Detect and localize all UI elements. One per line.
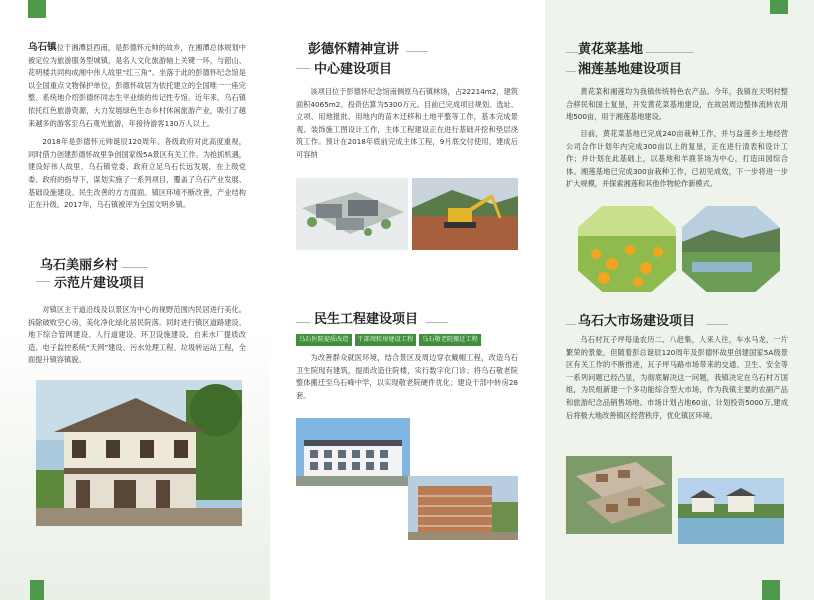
middle-heading-line1: 彭德怀精神宣讲 — [308, 42, 400, 57]
middle-paragraph-1: 该项目位于彭德怀纪念馆南侧原乌石镇林场，占22214m2，建筑面积4065m2。投资估算为5300万元。目前已完成项目规划、选址、立项、用地报批、用地内的苗木迁移和土地平整等工作，基本完成景观、装饰施工图设计工作，主体工程建设正在进行基础开挖和垫层浇筑工作。预计在2018年底前完成主体工程，9月底交付使用，建成后可容纳 — [296, 87, 518, 159]
left-column — [28, 42, 246, 212]
construction-excavator-photo — [412, 178, 518, 250]
lakeside-village-rendering — [678, 478, 784, 544]
model-rendering-photo — [296, 178, 408, 250]
lotus-field-photo — [682, 206, 780, 292]
left-paragraph-3: 对镇区主干道沿线及以景区为中心的视野范围内民居进行美化。拆除破败空心房，美化净化绿化居民院落。同时进行镇区道路建设、地下综合管网建设、人行道建设、环卫设施建设、自来水厂提质改造、电子监控系统“天网”建设、污水处理工程、垃圾转运站工程，全面提升镇容镇貌。 — [28, 305, 246, 365]
hospital-building-photo — [296, 418, 410, 486]
old-house-photo — [36, 380, 242, 526]
tag-nursing-home: 乌石敬老院搬迁工程 — [419, 334, 481, 346]
right-heading-2-rule-1 — [566, 324, 576, 325]
left-heading-rule-1 — [122, 267, 148, 268]
right-heading-line2: 湘莲基地建设项目 — [578, 62, 683, 77]
project-tags — [296, 334, 481, 346]
right-heading-rule-2 — [646, 52, 694, 53]
daylily-field-photo — [578, 206, 676, 292]
right-heading-2-rule-2 — [706, 324, 728, 325]
intro-lead: 乌石镇 — [28, 42, 57, 53]
left-paragraph-2: 2018年是彭德怀元帅诞辰120周年。各级政府对此高度重视，同时借力创建彭德怀故里争创国家级5A景区有关工作。为抢抓机遇，建设好伟人故里，乌石镇党委、政府立足乌石长远发展，在上级党委、政府的指导下，谋划实施了一系列项目，覆盖了乌石产业发展、基础设施建设、民生改善的方方面面。镇区环境不断改善，产业结构正在升级。2017年，乌石镇被评为全国文明乡镇。 — [28, 137, 246, 210]
intro-paragraph — [28, 42, 246, 130]
corner-square-bottom-right — [762, 580, 780, 600]
right-paragraph-2: 目前，黄花菜基地已完成240亩栽种工作，并与益莲乡土地经营公司合作计划年内完成300亩以上的复垦，正在进行清表和设计工作；并计划在此基础上，以基地和羊鹿茶场为中心，打造田园综合体。湘莲基地已完成300亩栽种工作，已初见成效，下一步将进一步扩大规模，并探索湘莲和其他作物轮作新模式。 — [566, 129, 788, 189]
middle-heading-2-rule-2 — [426, 322, 448, 323]
left-heading-rule-2 — [36, 281, 50, 282]
right-paragraph-3: 乌石村瓦子坪每逢农历二、八赶集，人来人往，车水马龙，一片繁荣的景象，但随着彭总诞辰120周年及彭德怀故里创建国家5A级景区有关工作的不断推进，瓦子坪马路市场带来的交通、卫生、安全等一系列问题已经凸显，为彻底解决这一问题，我镇决定在乌石村万国组，为民组新建一个多功能综合型大市场，作为我镇主要的农副产品和旅游纪念品销售场地。市场计划占地60亩，计划投资5000万,建成后将极大地改善镇区经营秩序，优化镇区环境。 — [566, 335, 788, 420]
right-paragraph-1: 黄花菜和湘莲均为我镇传统特色农产品。今年，我镇在天明村整合移民和国土复垦，开发黄花菜基地建设，在故居周边整体流转农用地500亩，用于湘莲基地建设。 — [566, 87, 788, 122]
corner-square-top-right — [770, 0, 788, 14]
right-heading-line1: 黄花菜基地 — [578, 42, 644, 57]
left-heading-line1: 乌石美丽乡村 — [40, 258, 119, 273]
middle-heading-2-rule-1 — [296, 322, 310, 323]
middle-heading-line2: 中心建设项目 — [314, 62, 393, 77]
tag-staff-housing: 干部周转房建设工程 — [355, 334, 417, 346]
middle-heading-rule-1 — [406, 51, 428, 52]
middle-paragraph-2: 为改善群众就医环境，结合景区及周边穿衣戴帽工程，改造乌石卫生院现有建筑，提质改造住院楼，实行数字化门诊；将乌石敬老院整体搬迁至乌石峰中学，以实现敬老院硬件优化；建设干部中转房28套。 — [296, 353, 518, 400]
right-heading-2: 乌石大市场建设项目 — [578, 314, 696, 329]
right-heading-rule-1 — [566, 52, 578, 53]
corner-square-top-left — [28, 0, 46, 18]
right-heading-rule-3 — [566, 71, 576, 72]
intro-text: 位于湘潭县西南，是彭德怀元帅的故乡，在湘潭总体规划中被定位为旅游服务型城镇，是名人文化旅游轴上关键一环，与韶山、花明楼共同构成湘中伟人故里“红三角”。坐落于此的彭德怀纪念馆是以全国重点文物保护单位，彭德怀故居为依托建立的全国唯一一座完整、系统地介绍彭德怀同志生平业绩的传记性专馆。近年来，乌石镇依托红色旅游资源，大力发展绿色生态乡村休闲旅游产业，吸引了越来越多的游客至乌石观光旅游，年接待游客130万人以上。 — [28, 43, 246, 128]
market-aerial-rendering — [566, 456, 672, 534]
left-heading-line2: 示范片建设项目 — [54, 276, 146, 291]
middle-heading-2: 民生工程建设项目 — [314, 312, 419, 327]
tag-hospital: 乌石医院提质改造 — [296, 334, 352, 346]
middle-heading-rule-2 — [296, 68, 310, 69]
housing-construction-photo — [408, 476, 518, 540]
corner-square-bottom-left — [30, 580, 44, 600]
